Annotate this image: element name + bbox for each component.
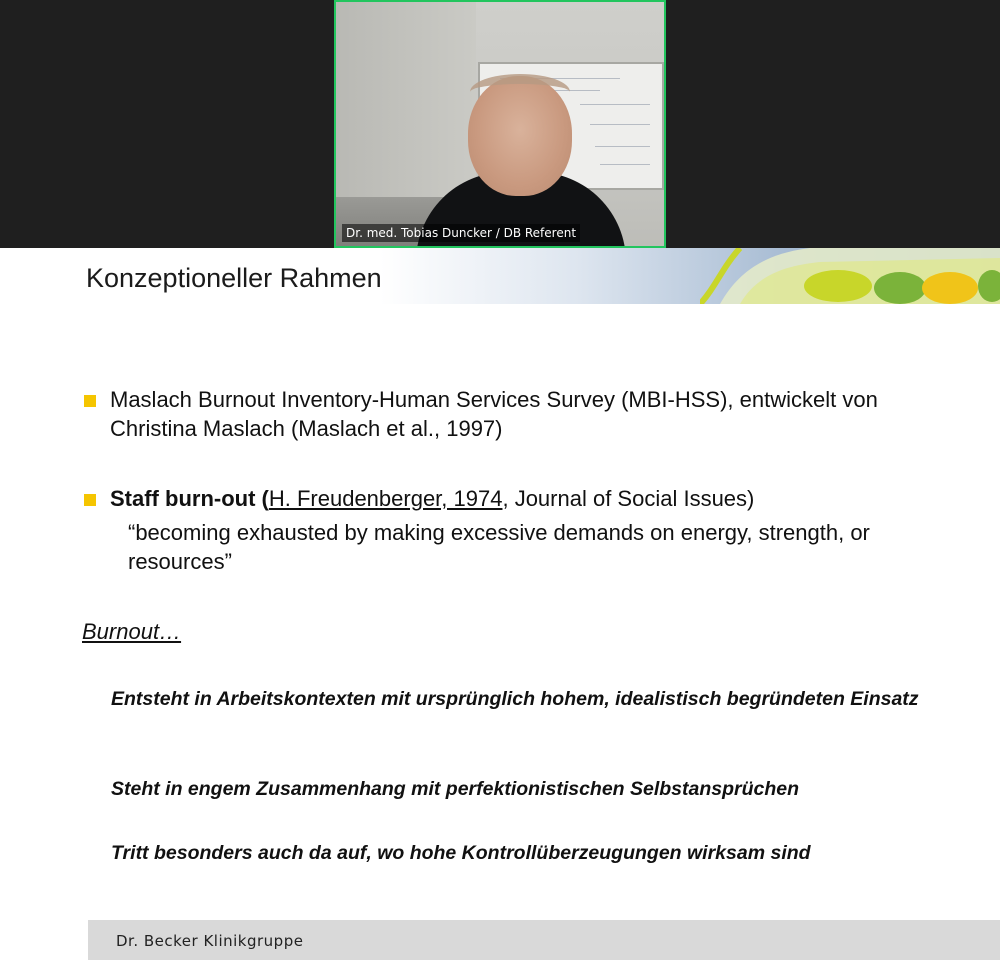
speaker-video-person (406, 72, 636, 248)
burnout-point: Tritt besonders auch da auf, wo hohe Kontrollüberzeugungen wirksam sind (111, 842, 811, 864)
slide-footer (88, 920, 1000, 960)
bullet-text (110, 484, 754, 513)
bullet-bold-text: Staff burn-out ( (110, 486, 269, 511)
citation-link[interactable]: H. Freudenberger, 1974 (268, 486, 503, 511)
participant-name-label: Dr. med. Tobias Duncker / DB Referent (342, 224, 580, 242)
bullet-staff-burnout (84, 484, 964, 513)
burnout-point: Entsteht in Arbeitskontexten mit ursprünglich hohem, idealistisch begründeten Einsatz (111, 688, 919, 710)
bullet-square-icon (84, 395, 96, 407)
bullet-text: Maslach Burnout Inventory-Human Services Survey (MBI-HSS), entwickelt von Christina Maslach (Maslach et al., 1997) (110, 387, 878, 441)
slide-title: Konzeptioneller Rahmen (86, 263, 382, 293)
bullet-mbi-hss (84, 385, 964, 443)
banner-decoration-image (700, 248, 1000, 304)
burnout-point: Steht in engem Zusammenhang mit perfektionistischen Selbstansprüchen (111, 778, 800, 800)
freudenberger-quote: “becoming exhausted by making excessive demands on energy, strength, or resources” (128, 520, 870, 574)
bullet-rest-text: , Journal of Social Issues) (502, 486, 755, 511)
slide-title-banner (0, 248, 1000, 304)
footer-brand-text: Dr. Becker Klinikgruppe (116, 932, 304, 950)
participant-video-tile[interactable] (334, 0, 666, 248)
video-strip (0, 0, 1000, 248)
bullet-square-icon (84, 494, 96, 506)
burnout-heading: Burnout… (82, 619, 182, 644)
shared-slide (0, 248, 1000, 960)
